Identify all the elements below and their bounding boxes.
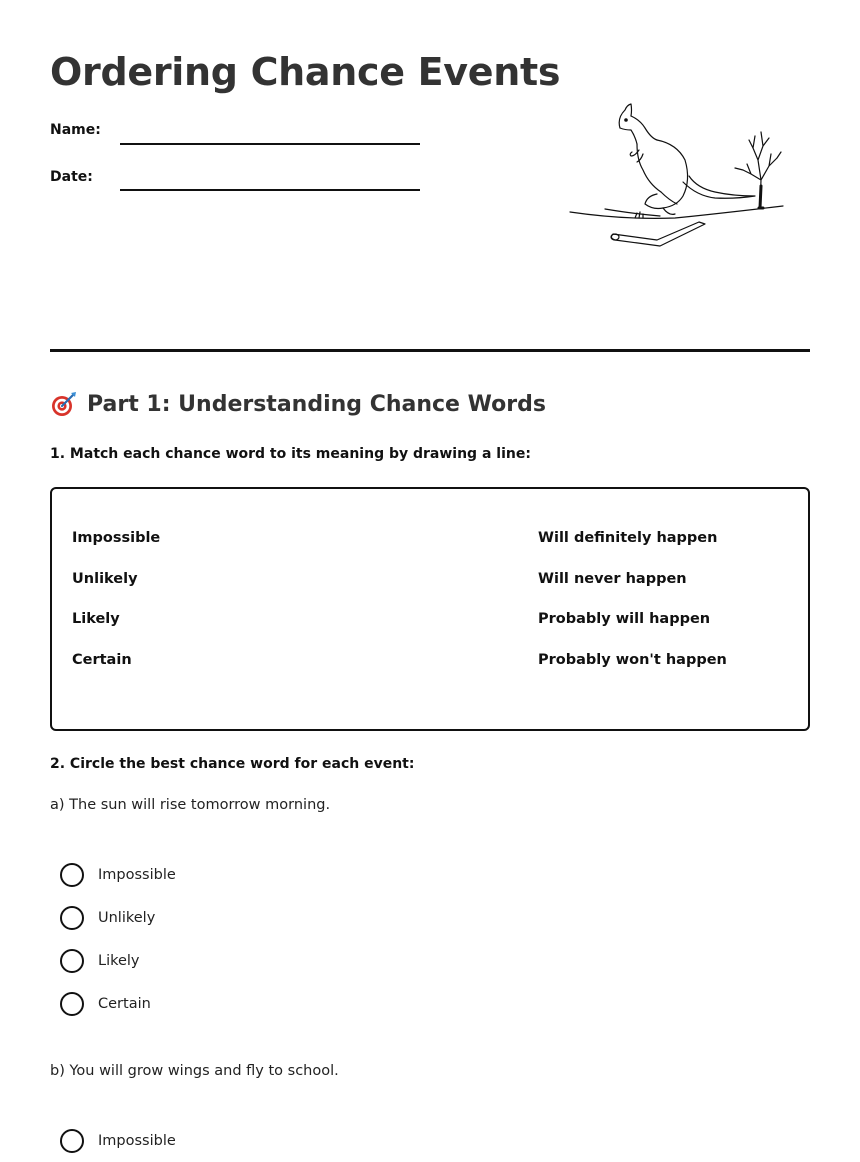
name-label: Name: [50,122,101,138]
event-b-options [60,1119,176,1162]
matching-box [50,487,810,731]
radio-circle[interactable] [60,992,84,1016]
option-label: Unlikely [98,909,156,926]
kangaroo-outback-icon [565,100,790,250]
option-likely[interactable] [60,939,176,982]
option-unlikely[interactable] [60,896,176,939]
event-b-text: b) You will grow wings and fly to school. [50,1063,339,1079]
option-label: Certain [98,995,151,1012]
chance-word-item[interactable]: Unlikely [72,570,138,587]
chance-words-column [72,529,160,692]
name-field[interactable] [120,143,420,145]
option-label: Impossible [98,866,176,883]
question-1-text: 1. Match each chance word to its meaning by drawing a line: [50,446,531,462]
event-a-text: a) The sun will rise tomorrow morning. [50,797,331,813]
radio-circle[interactable] [60,949,84,973]
option-label: Likely [98,952,140,969]
question-2-text: 2. Circle the best chance word for each event: [50,756,415,772]
date-label: Date: [50,169,93,185]
option-impossible[interactable] [60,853,176,896]
meaning-item[interactable]: Will definitely happen [538,530,718,546]
section-divider [50,349,810,352]
radio-circle[interactable] [60,863,84,887]
meaning-item[interactable]: Probably won't happen [538,652,727,669]
part1-heading [50,390,546,418]
meaning-item[interactable]: Probably will happen [538,611,711,628]
page-title: Ordering Chance Events [50,50,561,94]
meaning-item[interactable]: Will never happen [538,570,687,587]
target-dart-icon [50,390,78,418]
chance-word-item[interactable]: Impossible [72,530,161,546]
option-impossible[interactable] [60,1119,176,1162]
radio-circle[interactable] [60,906,84,930]
option-certain[interactable] [60,982,176,1025]
chance-word-item[interactable]: Certain [72,652,132,669]
part1-heading-text: Part 1: Understanding Chance Words [87,391,546,417]
meanings-column [538,529,727,692]
radio-circle[interactable] [60,1129,84,1153]
date-field[interactable] [120,189,420,191]
chance-word-item[interactable]: Likely [72,611,120,628]
option-label: Impossible [98,1132,176,1149]
event-a-options [60,853,176,1025]
